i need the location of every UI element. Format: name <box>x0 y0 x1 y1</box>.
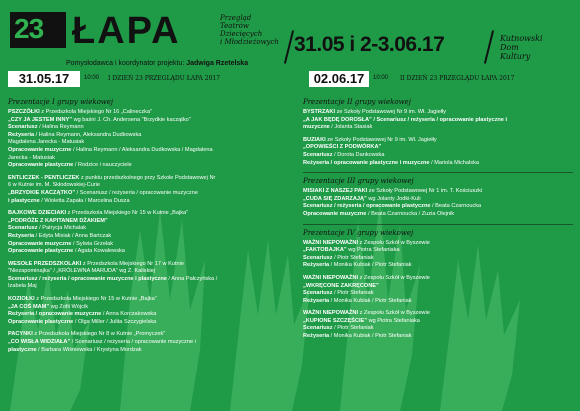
day-two-date: 02.06.17 <box>309 71 369 87</box>
entry-line-text: z Przedszkola Miejskiego Nr 15 w Kutnie „Bajka” <box>34 296 157 303</box>
entry-line-bold: Opracowanie plastyczne <box>8 162 74 169</box>
entry-line-bold: Reżyseria <box>8 131 35 138</box>
entry-line-text: wg Piotra Stefaniaka <box>346 247 400 254</box>
entry-line-bold: Scenariusz <box>8 225 38 232</box>
entry-line <box>303 188 573 196</box>
program-entry <box>8 296 284 326</box>
entry-line-text: wg Jolanty Jodki-Kuli <box>366 195 421 202</box>
entry-line-text: / Wioletta Zapała / Marcelina Dusza <box>39 197 130 204</box>
entry-line <box>303 240 573 248</box>
entry-line <box>8 241 284 249</box>
entry-line <box>8 339 284 347</box>
entry-line-text: z Zespołu Szkół w Byszewie <box>358 239 430 246</box>
entry-line-text: z Zespołu Szkół w Byszewie <box>358 310 430 317</box>
day-one-label: I DZIEŃ 23 PRZEGLĄDU ŁAPA 2017 <box>108 75 221 82</box>
entry-line-text: z Przedszkola Miejskiego Nr 8 w Kutnie „Promyczek” <box>32 331 166 338</box>
group-heading: Prezentacje III grupy wiekowej <box>303 177 414 186</box>
entry-line-bold: Opracowanie muzyczne <box>303 210 367 217</box>
program-entry <box>303 310 573 340</box>
entry-line <box>303 144 573 152</box>
entry-line-text: ze Szkoły Podstawowej Nr 9 im. Wł. Jagiełły <box>335 109 446 115</box>
entry-line-bold: BYSTRZAKI <box>303 109 336 115</box>
entry-line-bold: KOZIOŁKI <box>8 296 35 303</box>
program-entry <box>8 175 284 205</box>
group-heading: Prezentacje II grupy wiekowej <box>303 98 411 106</box>
entry-line <box>8 124 284 132</box>
entry-line-text: / Scenariusz / reżyseria / opracowanie muzyczne i <box>70 339 196 346</box>
entry-line-bold: Scenariusz <box>303 290 333 297</box>
group-divider <box>303 224 573 225</box>
tagline-line: i Młodzieżowych <box>220 38 279 46</box>
program-entry <box>8 261 284 291</box>
entry-line-bold: „A JAK BĘDĘ DOROSŁA” / Scenariusz / reżyseria / opracowanie plastyczne i <box>303 116 508 123</box>
entry-line <box>303 247 573 255</box>
entry-line-text: / Patrycja Michalak <box>37 225 87 232</box>
entry-line <box>8 319 284 327</box>
entry-line-bold: WESOŁE PRZEDSZKOLAKI <box>8 260 82 267</box>
entry-line-text: / Monika Kubiak / Piotr Stefaniak <box>329 262 412 269</box>
day-two-program <box>303 97 573 346</box>
entry-line <box>8 283 284 291</box>
entry-line-bold: „CZY JA JESTEM INNY” <box>8 116 73 123</box>
entry-line-text: / Piotr Stefaniak <box>332 290 374 297</box>
day-one-time: 10:00 <box>84 75 100 81</box>
venue-name <box>500 34 543 61</box>
entry-line-text: / Halina Reymann, Aleksandra Dudkowska <box>34 131 142 138</box>
entry-line-text: / Beata Czarnoucka <box>430 203 482 210</box>
entry-line-text: z punktu przedszkolnego przy Szkole Podstawowej Nr <box>79 174 216 181</box>
logo-number: 23 <box>14 13 44 44</box>
entry-line <box>303 196 573 204</box>
entry-line <box>8 347 284 355</box>
entry-line <box>303 283 573 291</box>
project-coordinator <box>66 60 248 67</box>
entry-line-bold: WAŻNI NIEPOWAŻNI <box>303 310 359 317</box>
entry-line-text: / Rodzice i nauczyciele <box>73 162 132 169</box>
entry-line <box>303 117 573 125</box>
entry-line-text: ze Szkoły Podstawowej Nr 9 im. Wł. Jagiełły <box>325 136 437 143</box>
entry-line <box>8 218 284 226</box>
entry-line-bold: Reżyseria <box>303 333 330 340</box>
entry-line-bold: „JA COŚ MAM” <box>8 303 50 310</box>
entry-line-text: / Halina Reymann <box>37 124 84 131</box>
entry-line-bold: Opracowanie muzyczne <box>8 146 72 153</box>
coordinator-label: Pomysłodawca i koordynator projektu: <box>66 60 185 67</box>
entry-line-bold: PACYNKI <box>8 331 33 338</box>
entry-line <box>8 162 284 170</box>
entry-line <box>303 318 573 326</box>
entry-line-bold: Scenariusz <box>303 325 333 332</box>
entry-line-text: z Przedszkola Miejskiego Nr 15 w Kutnie „Bajka” <box>66 210 188 217</box>
day-two-label: II DZIEŃ 23 PRZEGLĄDU ŁAPA 2017 <box>400 75 515 82</box>
entry-line-text: ze Szkoły Podstawowej Nr 1 im. T. Kościuszki <box>367 188 483 195</box>
group-heading: Prezentacje IV grupy wiekowej <box>303 228 414 237</box>
entry-line <box>303 211 573 219</box>
entry-line <box>303 298 573 306</box>
entry-line <box>303 310 573 318</box>
entry-line <box>8 225 284 233</box>
entry-line-bold: „KUPIONE SZCZĘŚCIE” <box>303 317 368 324</box>
entry-line <box>303 262 573 270</box>
entry-line-bold: „OPOWIEŚCI Z PODWÓRKA” <box>303 144 382 151</box>
entry-line-bold: BAJKOWE DZIECIAKI <box>8 210 67 217</box>
program-entry <box>303 137 573 167</box>
entry-line <box>303 160 573 168</box>
program-entry <box>303 109 573 132</box>
entry-line <box>8 304 284 312</box>
entry-line-bold: BUZIAKI <box>303 136 326 143</box>
program-entry <box>8 210 284 256</box>
entry-line-bold: Scenariusz <box>303 151 333 158</box>
entry-line-text: / Beata Czarnoucka / Zuzia Olejnik <box>366 210 455 217</box>
venue-line: Dom <box>500 43 519 52</box>
entry-line-text: / Dorota Dankowska <box>332 151 385 158</box>
entry-line-bold: Reżyseria / opracowanie plastyczne i muzyczne <box>303 159 430 166</box>
entry-line <box>8 198 284 206</box>
entry-line <box>303 203 573 211</box>
group-divider <box>303 172 573 173</box>
entry-line-text: / Olga Miller / Julita Szczygielska <box>73 318 157 325</box>
entry-line-text: / Halina Reymann / Aleksandra Dudkowska / Magdalena <box>71 146 213 153</box>
divider-slash <box>284 30 294 63</box>
entry-line-text: wg baśni J. Ch. Andersena "Brzydkie kaczątko" <box>72 116 191 123</box>
entry-line-bold: WAŻNI NIEPOWAŻNI <box>303 239 359 246</box>
entry-line <box>303 275 573 283</box>
entry-line-bold: „CO WISŁA WIDZIAŁA” <box>8 339 71 346</box>
entry-line-bold: Reżyseria <box>8 232 35 239</box>
entry-line-text: / Sylwia Grzelak <box>71 240 114 247</box>
venue-line: Kultury <box>500 52 531 61</box>
entry-line-bold: muzyczne <box>303 124 330 131</box>
program-entry <box>303 240 573 270</box>
entry-line <box>8 311 284 319</box>
entry-line-text: / Mariola Michalska <box>429 159 479 166</box>
entry-line-bold: „FAKTOBAJKA” <box>303 247 347 254</box>
entry-line <box>8 190 284 198</box>
entry-line-bold: Opracowanie plastyczne <box>8 248 74 255</box>
coordinator-name: Jadwiga Rzetelska <box>186 60 249 67</box>
entry-line-text: / Jolanta Stasiak <box>329 124 373 131</box>
entry-line-bold: Scenariusz <box>303 254 333 261</box>
entry-line <box>8 296 284 304</box>
tagline-line: Teatrów <box>220 22 249 30</box>
entry-line-bold: Reżyseria / opracowanie muzyczne <box>8 311 102 318</box>
entry-line <box>8 331 284 339</box>
entry-line-bold: Reżyseria <box>303 262 330 269</box>
entry-line-text: wg Piotra Stefaniaka <box>367 317 420 324</box>
entry-line-bold: Opracowanie plastyczne <box>8 318 74 325</box>
entry-line-bold: „PODRÓŻE Z KAPITANEM DŻAKIEM” <box>8 217 108 224</box>
entry-line <box>8 248 284 256</box>
entry-line-bold: Scenariusz / reżyseria / opracowanie plastyczne <box>303 203 431 210</box>
entry-line-text: / Barbara Wiśniewska / Krystyna Mordzak <box>36 346 142 353</box>
entry-line-bold: PSZCZÓŁKI <box>8 109 40 115</box>
entry-line-text: / Monika Kubiak / Piotr Stefaniak <box>329 333 412 340</box>
entry-line-bold: „CUDA SIĘ ZDARZAJĄ” <box>303 195 367 202</box>
entry-line-text: / Piotr Stefaniak <box>332 325 374 332</box>
entry-line <box>8 210 284 218</box>
entry-line <box>303 124 573 132</box>
entry-line-bold: „WKRĘCONE ZAKRĘCONE” <box>303 282 379 289</box>
entry-line <box>8 268 284 276</box>
entry-line-text: / Monika Kubiak / Piotr Stefaniak <box>329 297 412 304</box>
entry-line <box>8 109 284 117</box>
entry-line-text: z Przedszkola Miejskiego Nr 17 w Kutnie <box>81 260 184 267</box>
festival-dates: 31.05 i 2-3.06.17 <box>294 33 445 56</box>
program-entry <box>8 331 284 354</box>
entry-line <box>303 152 573 160</box>
entry-line <box>8 175 284 183</box>
group-heading: Prezentacje I grupy wiekowej <box>8 98 114 106</box>
entry-line-text: / Anna Pałczyńska / <box>166 275 218 282</box>
entry-line-bold: „BRZYDKIE KACZĄTKO” <box>8 189 76 196</box>
entry-line <box>8 155 284 163</box>
program-entry <box>303 188 573 218</box>
entry-line-bold: Reżyseria <box>303 297 330 304</box>
day-one-date: 31.05.17 <box>8 71 80 87</box>
entry-line-bold: ENTLICZEK - PENTLICZEK <box>8 174 80 181</box>
entry-line <box>8 233 284 241</box>
entry-line-text: / Edyta Misiak / Anna Bartczak <box>34 232 112 239</box>
entry-line-text: z Przedszkola Miejskiego Nr 16 „Calineczka” <box>39 109 152 115</box>
entry-line-text: / Piotr Stefaniak <box>332 254 374 261</box>
entry-line-text: / Scenariusz / reżyseria / opracowanie muzyczne <box>75 189 198 196</box>
day-one-program <box>8 97 284 359</box>
entry-line <box>8 147 284 155</box>
program-entry <box>8 109 284 170</box>
entry-line <box>303 255 573 263</box>
entry-line <box>8 132 284 140</box>
entry-line-text: z Zespołu Szkół w Byszewie <box>358 274 430 281</box>
entry-line-text: 6 w Kutnie im. M. Skłodowskiej-Curie <box>8 182 101 189</box>
entry-line <box>8 182 284 190</box>
entry-line-bold: Opracowanie muzyczne <box>8 240 72 247</box>
tagline-line: Dziecięcych <box>220 30 263 38</box>
entry-line <box>8 139 284 147</box>
entry-line-bold: i plastyczne <box>8 197 40 204</box>
entry-line <box>8 276 284 284</box>
entry-line <box>8 117 284 125</box>
entry-line-text: "Niezapominajka" / „KRÓLEWNA MARUDA” wg Z. Kaliskiej <box>8 268 155 275</box>
entry-line <box>303 333 573 341</box>
entry-line-bold: WAŻNI NIEPOWAŻNI <box>303 274 359 281</box>
entry-line <box>303 290 573 298</box>
entry-line <box>303 325 573 333</box>
entry-line-text: / Anna Korczakowska <box>101 311 157 318</box>
logo-wordmark: ŁAPA <box>72 10 181 52</box>
entry-line-bold: Scenariusz <box>8 124 38 131</box>
entry-line-text: Jarecka - Matusiak <box>8 154 55 161</box>
entry-line-bold: plastyczne <box>8 346 37 353</box>
program-entry <box>303 275 573 305</box>
tagline-line: Przegląd <box>220 14 252 22</box>
entry-line <box>303 109 573 117</box>
entry-line-text: / Agata Kowalewska <box>73 248 125 255</box>
day-two-time: 10:00 <box>373 75 389 81</box>
entry-line-bold: MISIAKI Z NASZEJ PAKI <box>303 188 368 195</box>
entry-line-text: Magdalena Jarecka - Matusiak <box>8 139 85 146</box>
entry-line-bold: Scenariusz / reżyseria / opracowanie muzyczne i plastyczne <box>8 275 167 282</box>
entry-line-text: Izabela Maj <box>8 283 37 290</box>
entry-line-text: wg Zofii Wójcik <box>49 303 88 310</box>
divider-slash <box>484 30 494 63</box>
festival-tagline <box>220 14 279 46</box>
venue-line: Kutnowski <box>500 34 543 43</box>
